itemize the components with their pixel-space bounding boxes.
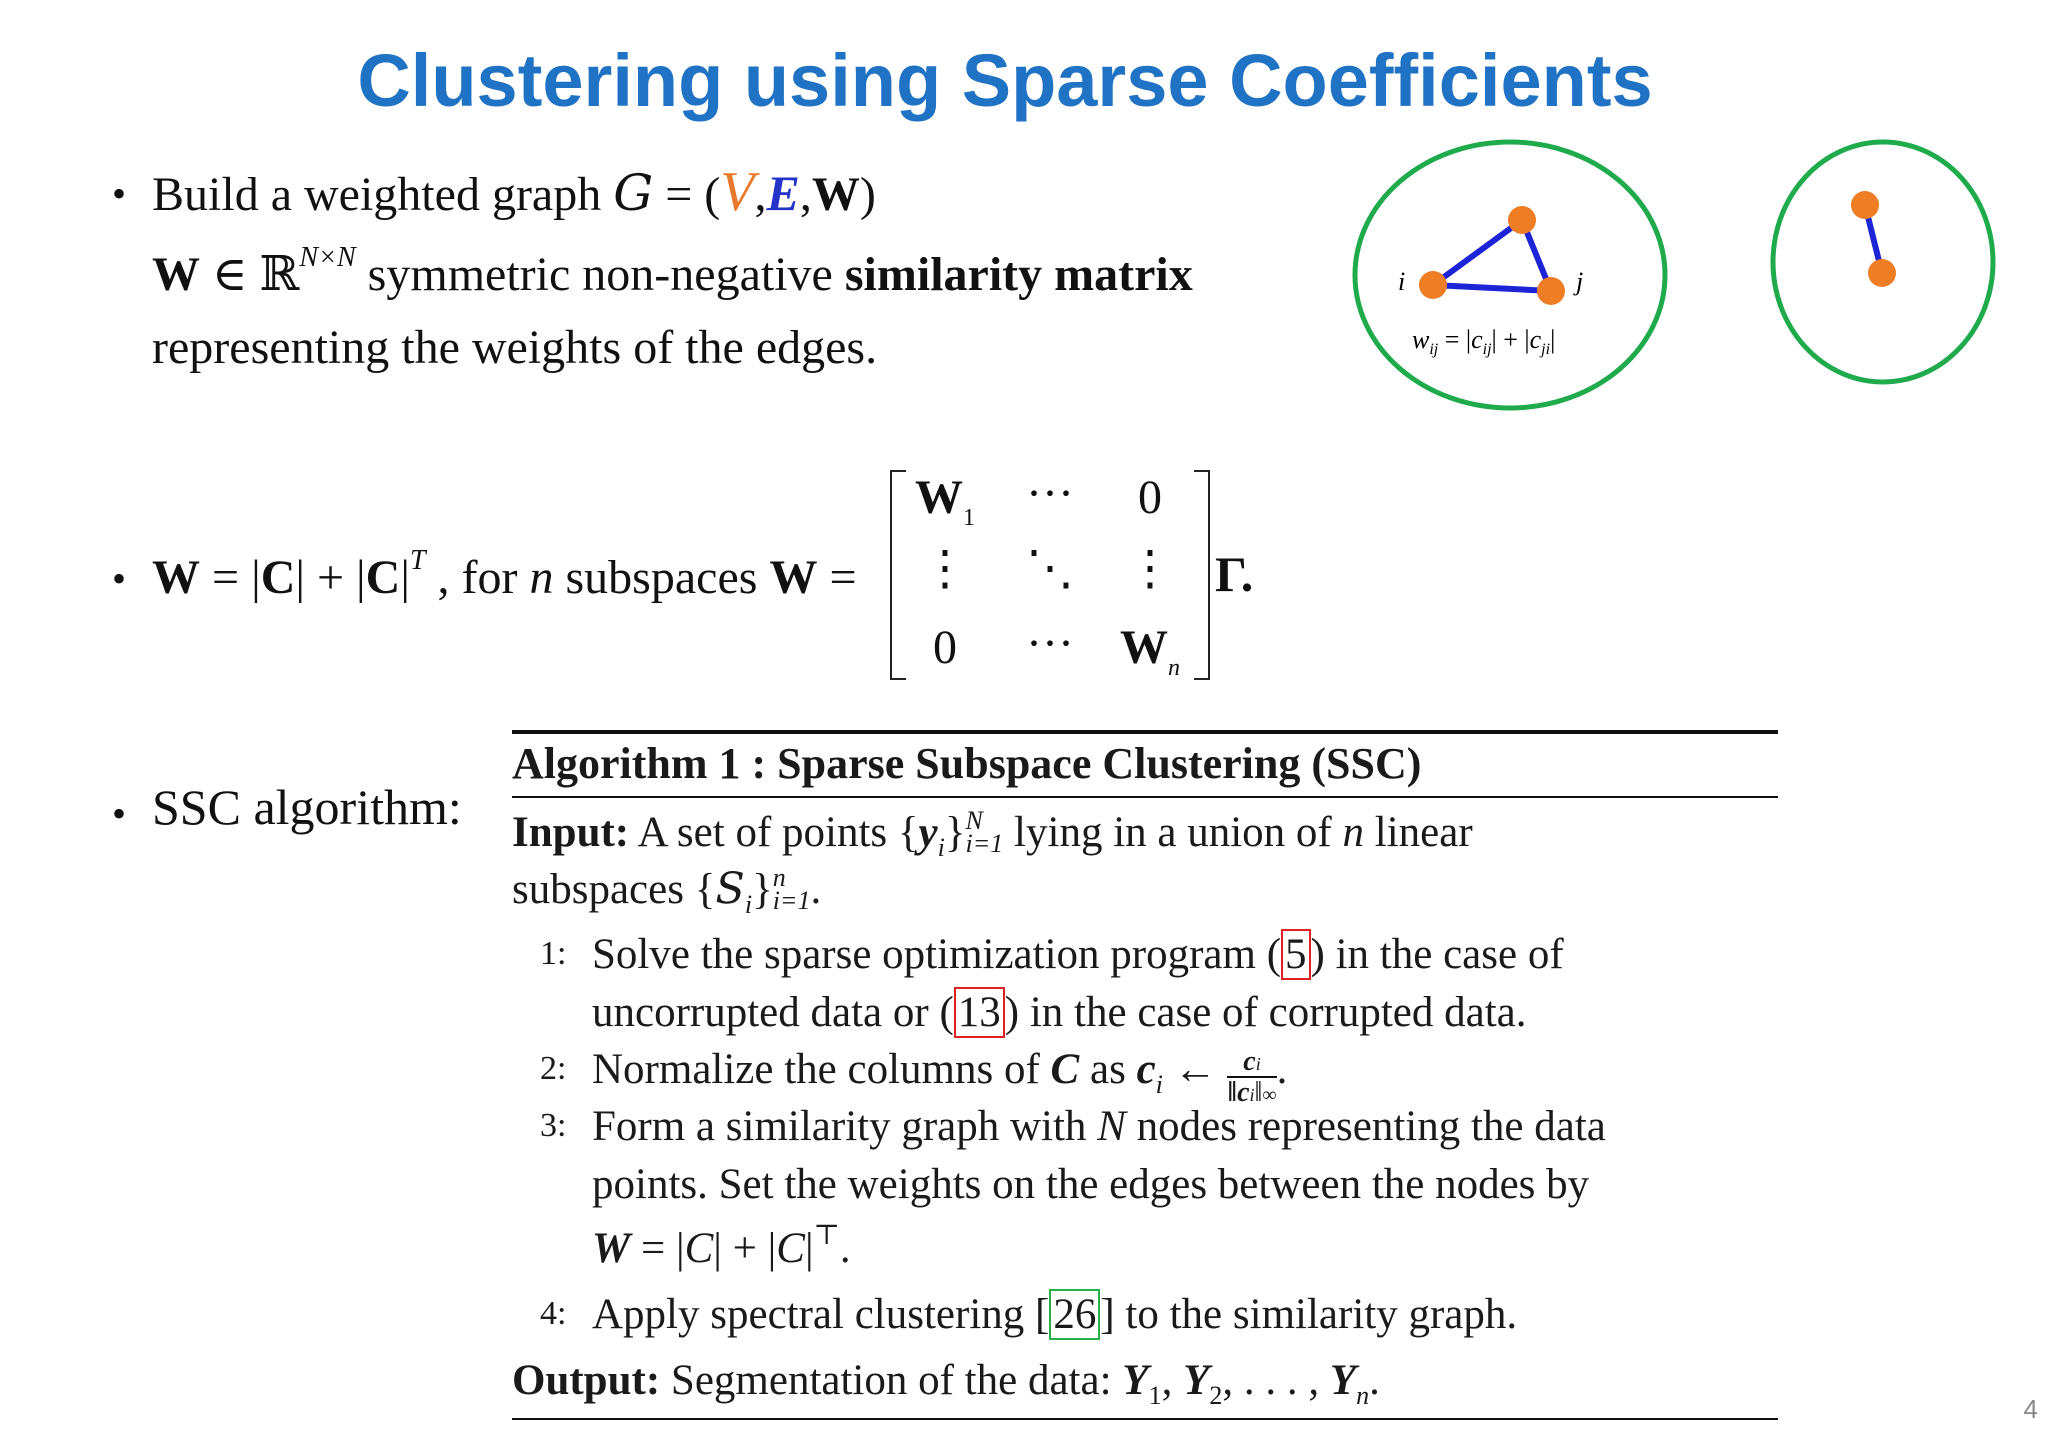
bullet2-text: subspaces xyxy=(553,551,770,604)
node-label-j: j xyxy=(1576,267,1584,296)
matrix-bracket-right xyxy=(1194,470,1210,680)
algo-header-rule xyxy=(512,796,1778,798)
step-text: Apply spectral clustering [ xyxy=(592,1291,1050,1338)
graph-node xyxy=(1508,206,1536,234)
step-text: ) in the case of corrupted data. xyxy=(1004,989,1527,1036)
symbol-n: n xyxy=(1342,809,1364,856)
step3-line1 xyxy=(592,1102,1606,1151)
graph-node xyxy=(1419,271,1447,299)
sub-i: i xyxy=(744,890,753,919)
matrix-cell: ⋮ xyxy=(921,542,969,595)
step-number: 3: xyxy=(540,1107,567,1144)
weight-formula xyxy=(1412,325,1555,358)
symbol-n: n xyxy=(529,551,554,604)
bullet1-desc: symmetric non-negative xyxy=(355,248,845,301)
node-label-i: i xyxy=(1398,267,1406,296)
graph-edge xyxy=(1433,285,1551,291)
dots: , . . . , xyxy=(1222,1357,1330,1404)
graph-node xyxy=(1868,259,1896,287)
block-matrix xyxy=(890,467,1210,681)
symbol-plus: | + | xyxy=(295,551,366,604)
symbol-E: E xyxy=(766,165,800,221)
bounds: N i=1 xyxy=(965,805,1004,858)
output-text: Segmentation of the data: xyxy=(660,1357,1123,1404)
sub-i: i xyxy=(937,833,945,862)
symbol-in-R: ∈ ℝ xyxy=(200,248,300,301)
step4-line xyxy=(592,1290,1517,1339)
step-number: 1: xyxy=(540,935,567,972)
algo-input-line2 xyxy=(512,864,821,920)
input-label: Input: xyxy=(512,809,630,856)
symbol-V: V xyxy=(720,161,755,223)
step3-line2: points. Set the weights on the edges between the nodes by xyxy=(592,1161,1590,1208)
abs-close: | xyxy=(400,551,410,604)
graph-figure xyxy=(1340,130,2020,420)
paren-close: ) xyxy=(859,168,876,221)
symbol-y: y xyxy=(918,809,938,856)
bullet1-line2 xyxy=(152,242,1193,302)
symbol-C: C xyxy=(684,1225,714,1272)
brace: } xyxy=(752,866,773,913)
symbol-eq: = | xyxy=(630,1225,685,1272)
step-text: as xyxy=(1079,1046,1137,1093)
symbol-transpose: ⊤ xyxy=(813,1220,840,1251)
symbol-C: C xyxy=(776,1225,805,1272)
period: . xyxy=(839,1225,851,1272)
ref-link-13[interactable]: 13 xyxy=(954,987,1005,1038)
symbol-C: C xyxy=(260,551,296,604)
bullet-dot-1: • xyxy=(112,171,127,216)
symbol-S: S xyxy=(715,864,745,914)
step-text: nodes representing the data xyxy=(1125,1103,1606,1150)
symbol-eq: = | xyxy=(200,551,261,604)
symbol-C: C xyxy=(365,551,401,604)
bullet2-line xyxy=(152,545,857,605)
matrix-cell: 0 xyxy=(933,621,957,674)
step-text: Solve the sparse optimization program ( xyxy=(592,931,1282,978)
symbol-Y: Y xyxy=(1329,1357,1357,1404)
symbol-W: W xyxy=(811,168,860,221)
fraction: $\frac{ci}{‖ci‖\infty}$ xyxy=(1227,1045,1277,1108)
matrix-cell: ⋮ xyxy=(1126,542,1174,595)
sub-n: n xyxy=(1356,1381,1370,1410)
slide-title: Clustering using Sparse Coefficients xyxy=(357,39,1653,122)
step-text: Normalize the columns of xyxy=(592,1046,1051,1093)
symbol-Y: Y xyxy=(1183,1357,1210,1404)
weight-c2-sub: ji xyxy=(1541,341,1551,358)
step-text: ) in the case of xyxy=(1310,931,1564,978)
weight-c2: c xyxy=(1529,325,1542,354)
period: . xyxy=(1276,1046,1288,1093)
ref-link-5[interactable]: 5 xyxy=(1281,929,1311,980)
brace: } xyxy=(944,809,966,856)
weight-close: | xyxy=(1550,325,1556,354)
step-text: ] to the similarity graph. xyxy=(1100,1291,1518,1338)
symbol-N: N xyxy=(1097,1103,1126,1150)
algo-header: Algorithm 1 : Sparse Subspace Clustering (SSC) xyxy=(512,739,1422,788)
input-text: subspaces { xyxy=(512,866,716,913)
algo-bottom-rule xyxy=(512,1418,1778,1420)
step-number: 2: xyxy=(540,1050,567,1087)
weight-c1-sub: ij xyxy=(1482,341,1492,358)
bullet2-text: , for xyxy=(425,551,530,604)
symbol-C: C xyxy=(1050,1046,1080,1093)
bounds: n i=1 xyxy=(772,862,811,915)
graph-node xyxy=(1851,191,1879,219)
symbol-eq: = xyxy=(817,551,857,604)
algo-top-rule xyxy=(512,730,1778,734)
symbol-plus: | + | xyxy=(713,1225,777,1272)
symbol-gamma: Γ. xyxy=(1215,546,1254,602)
bullet-dot-3: • xyxy=(112,791,127,836)
bullet1-desc-bold: similarity matrix xyxy=(844,248,1193,301)
step1-line1 xyxy=(592,930,1564,979)
step3-line3 xyxy=(592,1218,851,1273)
matrix-cell: ··· xyxy=(1026,617,1074,670)
step1-line2 xyxy=(592,988,1527,1037)
period: . xyxy=(1369,1357,1380,1404)
matrix-cell: 0 xyxy=(1138,471,1162,524)
input-text: lying in a union of xyxy=(1003,809,1343,856)
symbol-c: c xyxy=(1136,1046,1156,1093)
matrix-cell: $W_n$ xyxy=(1120,621,1180,681)
abs-close: | xyxy=(804,1225,814,1272)
weight-sub: ij xyxy=(1429,341,1439,358)
comma: , xyxy=(754,168,767,221)
algo-input-line1 xyxy=(512,805,1778,863)
bullet-dot-2: • xyxy=(112,556,127,601)
dims-sup: N×N xyxy=(299,242,356,273)
weight-c1: c xyxy=(1471,325,1483,354)
bullet1-line3: representing the weights of the edges. xyxy=(152,321,878,374)
ref-link-26[interactable]: 26 xyxy=(1049,1289,1100,1340)
symbol-W: W xyxy=(152,551,200,604)
sub-2: 2 xyxy=(1209,1381,1223,1410)
symbol-W: W xyxy=(152,248,200,301)
graph-node xyxy=(1537,277,1565,305)
comma: , xyxy=(799,168,812,221)
sub-1: 1 xyxy=(1148,1381,1162,1410)
input-text: A set of points { xyxy=(629,809,919,856)
bullet1-text: Build a weighted graph xyxy=(152,168,614,221)
symbol-W: W xyxy=(769,551,818,604)
symbol-eq: = ( xyxy=(653,168,721,221)
step2-line xyxy=(592,1045,1287,1107)
sub-i: i xyxy=(1155,1070,1163,1099)
ssc-label: SSC algorithm: xyxy=(152,779,462,835)
step-number: 4: xyxy=(540,1295,567,1332)
step-text: Form a similarity graph with xyxy=(592,1103,1098,1150)
weight-w: w xyxy=(1412,325,1430,354)
page-number: 4 xyxy=(2023,1394,2038,1424)
weight-eq: = | xyxy=(1438,325,1472,354)
output-label: Output: xyxy=(512,1357,661,1404)
matrix-cell: ⋱ xyxy=(1026,542,1074,595)
matrix-cell: ··· xyxy=(1026,467,1074,520)
graph-edge xyxy=(1433,220,1522,285)
algo-output: Output: Segmentation of the data: $Y_1$, $Y_2$, . . . , $Y_n$. xyxy=(512,1357,1380,1410)
symbol-Y: Y xyxy=(1122,1357,1149,1404)
step-text: uncorrupted data or ( xyxy=(592,989,954,1036)
symbol-G: G xyxy=(613,164,654,222)
weight-plus: | + | xyxy=(1491,325,1530,354)
input-text: linear xyxy=(1364,809,1473,856)
period: . xyxy=(810,866,822,913)
symbol-W: W xyxy=(592,1225,631,1272)
matrix-cell: $W_1$ xyxy=(915,471,975,531)
bullet1-line1 xyxy=(152,160,876,224)
symbol-T: T xyxy=(409,545,426,576)
arrow: ← xyxy=(1162,1046,1228,1093)
